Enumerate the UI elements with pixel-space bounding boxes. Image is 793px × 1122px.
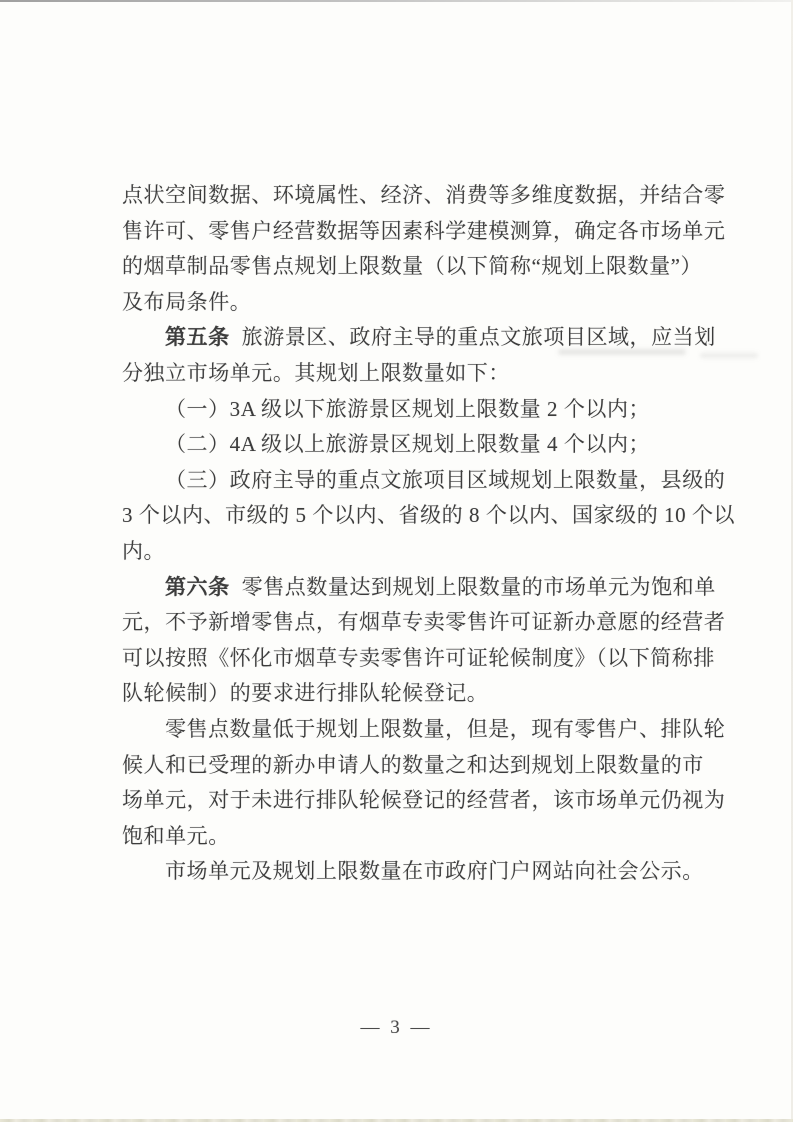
page-number: — 3 — (360, 1017, 433, 1038)
text-line: 零售点数量低于规划上限数量，但是，现有零售户、排队轮 (165, 716, 726, 741)
text-line: 内。 (122, 538, 166, 563)
text-line: 元，不予新增零售点，有烟草专卖零售许可证新办意愿的经营者 (122, 610, 726, 635)
text-line: 第六条 零售点数量达到规划上限数量的市场单元为饱和单 (165, 574, 716, 599)
text-line: 3 个以内、市级的 5 个以内、省级的 8 个以内、国家级的 10 个以 (122, 503, 736, 528)
document-body (122, 178, 736, 890)
text-line: 及布局条件。 (122, 289, 252, 314)
text-line: 点状空间数据、环境属性、经济、消费等多维度数据，并结合零 (122, 183, 726, 207)
article-number: 第五条 (165, 325, 230, 350)
text-line: 分独立市场单元。其规划上限数量如下： (122, 360, 510, 385)
text-line: 第五条 旅游景区、政府主导的重点文旅项目区域，应当划 (165, 325, 716, 350)
text-line: 售许可、零售户经营数据等因素科学建模测算，确定各市场单元 (122, 218, 726, 243)
text-line: 饱和单元。 (122, 823, 230, 848)
text-line: 市场单元及规划上限数量在市政府门户网站向社会公示。 (165, 859, 704, 884)
text-line: 队轮候制）的要求进行排队轮候登记。 (122, 681, 489, 706)
text-line: 可以按照《怀化市烟草专卖零售许可证轮候制度》（以下简称排 (122, 645, 715, 670)
text-line: （二）4A 级以上旅游景区规划上限数量 4 个以内； (165, 432, 651, 457)
text-line: （三）政府主导的重点文旅项目区域规划上限数量，县级的 (165, 467, 726, 492)
text-line: 候人和已受理的新办申请人的数量之和达到规划上限数量的市 (122, 752, 704, 777)
text-line: （一）3A 级以下旅游景区规划上限数量 2 个以内； (165, 396, 651, 421)
text-line: 的烟草制品零售点规划上限数量（以下简称“规划上限数量”） (122, 254, 703, 279)
scan-edge-top (0, 0, 793, 2)
text-line: 场单元，对于未进行排队轮候登记的经营者，该市场单元仍视为 (122, 788, 726, 813)
article-number: 第六条 (165, 574, 230, 599)
